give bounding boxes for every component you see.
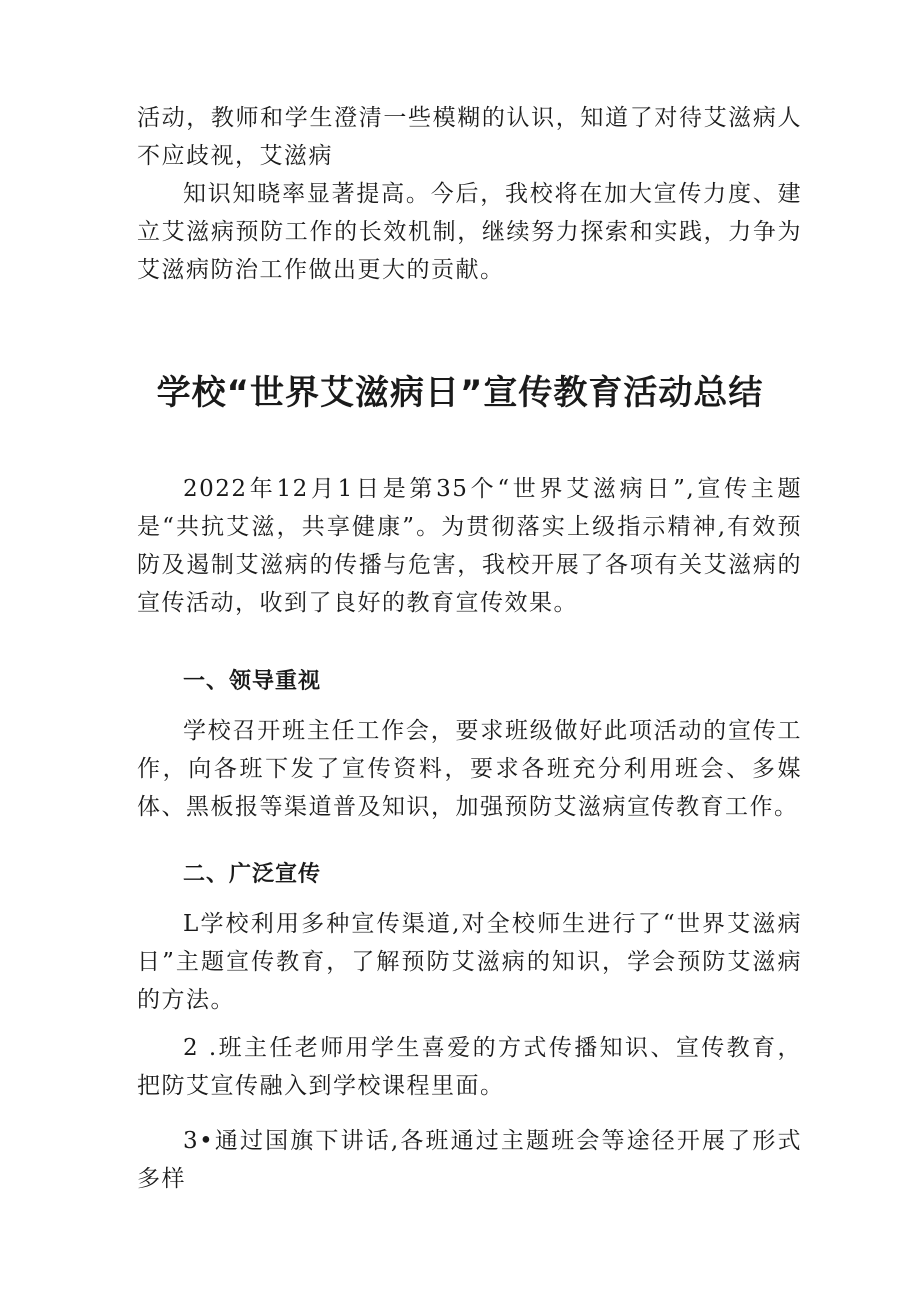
publicity-item-2: 2 .班主任老师用学生喜爱的方式传播知识、宣传教育，把防艾宣传融入到学校课程里面。 — [137, 1035, 802, 1099]
intro-paragraph: 2022年12月1日是第35个“世界艾滋病日”,宣传主题是“共抗艾滋，共享健康”。为贯彻落实上级指示精神,有效预防及遏制艾滋病的传播与危害，我校开展了各项有关艾滋病的宣传活动，收到了良好的教育宣传效果。 — [137, 476, 802, 616]
publicity-item-3: 3•通过国旗下讲话,各班通过主题班会等途径开展了形式多样 — [137, 1128, 802, 1192]
article-title: 学校“世界艾滋病日”宣传教育活动总结 — [156, 373, 764, 413]
section-body-leadership: 学校召开班主任工作会，要求班级做好此项活动的宣传工作，向各班下发了宣传资料，要求各班充分利用班会、多媒体、黑板报等渠道普及知识，加强预防艾滋病宣传教育工作。 — [137, 718, 802, 820]
continued-paragraph-2: 知识知晓率显著提高。今后，我校将在加大宣传力度、建立艾滋病预防工作的长效机制，继续努力探索和实践，力争为艾滋病防治工作做出更大的贡献。 — [137, 181, 802, 283]
section-heading-publicity: 二、广泛宣传 — [183, 862, 322, 887]
section-heading-leadership: 一、领导重视 — [183, 669, 322, 694]
publicity-item-1: L学校利用多种宣传渠道,对全校师生进行了“世界艾滋病日”主题宣传教育，了解预防艾滋病的知识，学会预防艾滋病的方法。 — [137, 911, 802, 1013]
continued-paragraph-1: 活动，教师和学生澄清一些模糊的认识，知道了对待艾滋病人不应歧视，艾滋病 — [137, 105, 802, 169]
